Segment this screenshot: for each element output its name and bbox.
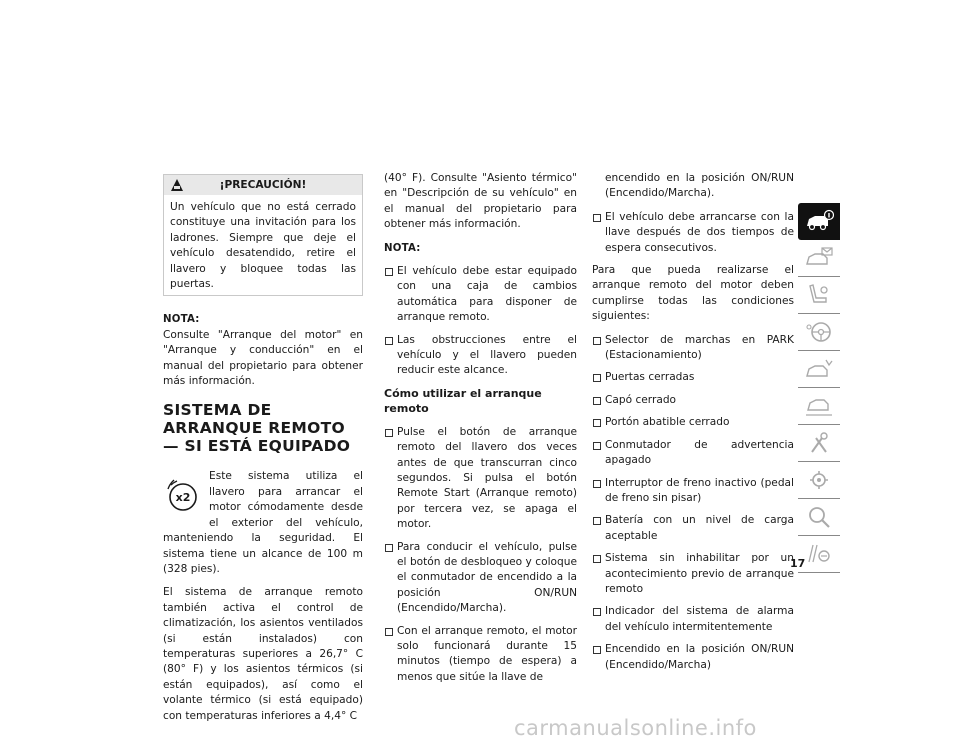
note-heading-2: NOTA: [384, 242, 421, 254]
list-item: Indicador del sistema de alarma del vehículo intermitentemente [592, 604, 794, 635]
steering-wheel-icon [804, 319, 834, 345]
subheading: Cómo utilizar el arranque remoto [384, 386, 542, 416]
tab-gear-screen[interactable] [798, 462, 840, 499]
list-item: Para conducir el vehículo, pulse el botón de desbloqueo y coloque el conmutador de encendido a la posición ON/RUN (Encendido/Marcha). [384, 540, 577, 617]
caution-text: Un vehículo que no está cerrado constituye una invitación para los ladrones. Siempre que deje el vehículo desatendido, retire el llavero y bloquee todas las puertas. [170, 201, 356, 291]
list-item: Capó cerrado [592, 393, 794, 408]
conditions-list [592, 333, 794, 673]
seat-icon [804, 282, 834, 308]
watermark: carmanualsonline.info [514, 716, 757, 740]
tab-car-crash[interactable] [798, 351, 840, 388]
list-item: Portón abatible cerrado [592, 415, 794, 430]
page-number: 17 [790, 557, 806, 570]
tab-car-info[interactable] [798, 203, 840, 240]
column-3 [592, 171, 794, 680]
index-icon [804, 541, 834, 567]
note-list [384, 264, 577, 379]
car-mail-icon [804, 245, 834, 271]
section-title: SISTEMA DE ARRANQUE REMOTO — SI ESTÁ EQUIPADO [163, 401, 351, 456]
intro-block [163, 469, 363, 577]
magnifier-icon [804, 504, 834, 530]
list-item: Pulse el botón de arranque remoto del llavero dos veces antes de que transcurran cinco segundos. Si pulsa el botón Remote Start (Arranque remoto) por tercera vez, se apaga el motor. [384, 425, 577, 533]
list-item: Encendido en la posición ON/RUN (Encendido/Marcha) [592, 642, 794, 673]
list-item: Selector de marchas en PARK (Estacionamiento) [592, 333, 794, 364]
tab-index[interactable] [798, 536, 840, 573]
tab-search[interactable] [798, 499, 840, 536]
list-item: Las obstrucciones entre el vehículo y el llavero pueden reducir este alcance. [384, 333, 577, 379]
warning-car-icon [170, 178, 184, 192]
tab-steering[interactable] [798, 314, 840, 351]
caution-box [163, 174, 363, 296]
continued-paragraph: (40° F). Consulte "Asiento térmico" en "Descripción de su vehículo" en el manual del propietario para obtener más información. [384, 172, 577, 231]
steps-list [384, 425, 577, 686]
list-item: Interruptor de freno inactivo (pedal de freno sin pisar) [592, 476, 794, 507]
list-item: Batería con un nivel de carga aceptable [592, 513, 794, 544]
note-text: Consulte "Arranque del motor" en "Arranque y conducción" en el manual del propietario para obtener más información. [163, 328, 363, 388]
conditions-intro: Para que pueda realizarse el arranque remoto del motor deben cumplirse todas las condiciones siguientes: [592, 264, 794, 323]
timeout-list [592, 210, 794, 256]
car-crash-icon [804, 356, 834, 382]
chapter-tabs [798, 203, 842, 573]
intro-text: Este sistema utiliza el llavero para arrancar el motor cómodamente desde el exterior del vehículo, manteniendo la seguridad. El sistema tiene un alcance de 100 m (328 pies). [163, 470, 363, 575]
list-item: Con el arranque remoto, el motor solo funcionará durante 15 minutos (tiempo de espera) a menos que sitúe la llave de [384, 624, 577, 686]
column-1 [163, 174, 363, 732]
car-info-icon [804, 208, 834, 234]
list-item: El vehículo debe arrancarse con la llave después de dos tiempos de espera consecutivos. [592, 210, 794, 256]
tab-tools[interactable] [798, 425, 840, 462]
column-2 [384, 171, 577, 692]
tab-seat[interactable] [798, 277, 840, 314]
list-item: El vehículo debe estar equipado con una caja de cambios automática para disponer de arranque remoto. [384, 264, 577, 326]
caution-title: ¡PRECAUCIÓN! [219, 179, 307, 191]
tools-icon [804, 430, 834, 456]
list-item: Sistema sin inhabilitar por un acontecimiento previo de arranque remoto [592, 551, 794, 597]
list-item: Conmutador de advertencia apagado [592, 438, 794, 469]
continued-item: encendido en la posición ON/RUN (Encendido/Marcha). [605, 172, 794, 200]
remote-start-paragraph: El sistema de arranque remoto también activa el control de climatización, los asientos ventilados (si están instalados) con temperaturas superiores a 26,7° C (80° F) y los asientos térmicos (si están equipados), así como el volante térmico (si está equipado) con temperaturas inferiores a 4,4° C [163, 586, 363, 722]
tab-car-mail[interactable] [798, 240, 840, 277]
car-road-icon [804, 393, 834, 419]
note-heading: NOTA: [163, 314, 200, 326]
x2-label: x2 [175, 491, 191, 505]
gear-screen-icon [804, 467, 834, 493]
tab-car-road[interactable] [798, 388, 840, 425]
key-fob-x2-icon [163, 477, 203, 517]
list-item: Puertas cerradas [592, 370, 794, 385]
caution-header [164, 175, 362, 195]
